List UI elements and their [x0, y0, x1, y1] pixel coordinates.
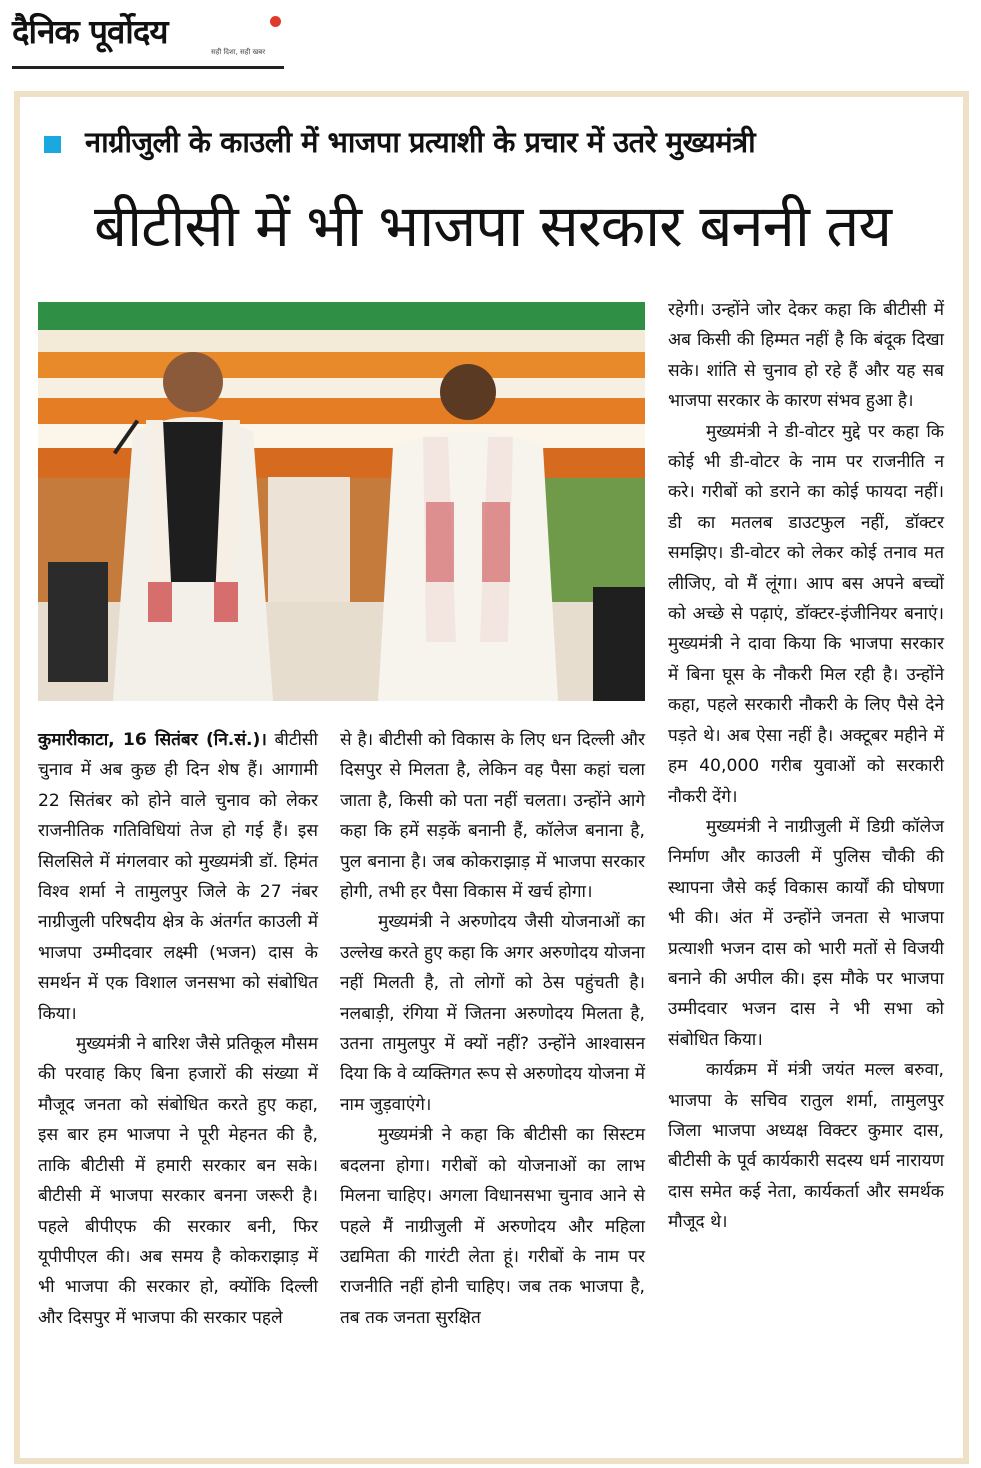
article-paragraph: से है। बीटीसी को विकास के लिए धन दिल्ली और दिसपुर से मिलता है, लेकिन वह पैसा कहां चला जाता है, किसी को पता नहीं चलता। उन्होंने आगे कहा कि हमें सड़कें बनानी हैं, कॉलेज बनाना है, पुल बनाना है। जब कोकराझाड़ में भाजपा सरकार होगी, तभी हर पैसा विकास में खर्च होगा।: [340, 730, 645, 903]
article-photo: [38, 302, 645, 701]
logo-dot-icon: [270, 16, 281, 27]
article-paragraph: रहेगी। उन्होंने जोर देकर कहा कि बीटीसी में अब किसी की हिम्मत नहीं है कि बंदूक दिखा सके। शांति से चुनाव हो रहे हैं और यह सब भाजपा सरकार के कारण संभव हुआ है।: [668, 300, 944, 412]
article-paragraph: मुख्यमंत्री ने डी-वोटर मुद्दे पर कहा कि कोई भी डी-वोटर के नाम पर राजनीति न करे। गरीबों को डराने का कोई फायदा नहीं। डी का मतलब डाउटफुल नहीं, डॉक्टर समझिए। डी-वोटर को लेकर कोई तनाव मत लीजिए, वो मैं लूंगा। आप बस अपने बच्चों को अच्छे से पढ़ाएं, डॉक्टर-इंजीनियर बनाएं। मुख्यमंत्री ने दावा किया कि भाजपा सरकार में बिना घूस के नौकरी मिल रही है। उन्होंने कहा, पहले सरकारी नौकरी के लिए पैसे देने पड़ते थे। अब ऐसा नहीं है। अक्टूबर महीने में हम 40,000 गरीब युवाओं को सरकारी नौकरी देंगे।: [668, 421, 944, 807]
article-column-3: [668, 295, 944, 1238]
masthead-rule: [12, 66, 284, 69]
article-paragraph: कार्यक्रम में मंत्री जयंत मल्ल बरुवा, भाजपा के सचिव रातुल शर्मा, तामुलपुर जिला भाजपा अध्यक्ष विक्टर कुमार दास, बीटीसी के पूर्व कार्यकारी सदस्य धर्म नारायण दास समेत कई नेता, कार्यकर्ता और समर्थक मौजूद थे।: [668, 1060, 944, 1233]
article-headline: बीटीसी में भी भाजपा सरकार बननी तय: [94, 192, 891, 260]
article-paragraph: मुख्यमंत्री ने अरुणोदय जैसी योजनाओं का उल्लेख करते हुए कहा कि अगर अरुणोदय योजना नहीं मिलती है, तो लोगों को ठेस पहुंचती है। नलबाड़ी, रंगिया में जितना अरुणोदय मिलता है, उतना तामुलपुर में क्यों नहीं? उन्होंने आश्वासन दिया कि वे व्यक्तिगत रूप से अरुणोदय योजना में नाम जुड़वाएंगे।: [340, 912, 645, 1115]
kicker-square-icon: [44, 136, 61, 153]
masthead: [12, 8, 284, 70]
article-column-2: [340, 725, 645, 1333]
rally-stage-illustration: [38, 302, 645, 701]
article-column-1: [38, 725, 318, 1333]
article-paragraph: मुख्यमंत्री ने बारिश जैसे प्रतिकूल मौसम की परवाह किए बिना हजारों की संख्या में मौजूद जनता को संबोधित करते हुए कहा, इस बार हम भाजपा ने पूरी मेहनत की है, ताकि बीटीसी में हमारी सरकार बन सके। बीटीसी में भाजपा सरकार बनना जरूरी है। पहले बीपीएफ की सरकार बनी, फिर यूपीपीएल की। अब समय है कोकराझाड़ में भी भाजपा की सरकार हो, क्योंकि दिल्ली और दिसपुर में भाजपा की सरकार पहले: [38, 1034, 318, 1328]
paragraph-text: बीटीसी चुनाव में अब कुछ ही दिन शेष हैं। आगामी 22 सितंबर को होने वाले चुनाव को लेकर राजनीतिक गतिविधियां तेज हो गई हैं। इस सिलसिले में मंगलवार को मुख्यमंत्री डॉ. हिमंत विश्व शर्मा ने तामुलपुर जिले के 27 नंबर नाग्रीजुली परिषदीय क्षेत्र के अंतर्गत काउली में भाजपा उम्मीदवार लक्ष्मी (भजन) दास के समर्थन में एक विशाल जनसभा को संबोधित किया।: [38, 730, 318, 1024]
article-kicker: [30, 118, 960, 166]
article-paragraph: [38, 725, 318, 1029]
article-paragraph: मुख्यमंत्री ने कहा कि बीटीसी का सिस्टम बदलना होगा। गरीबों को योजनाओं का लाभ मिलना चाहिए। अगला विधानसभा चुनाव आने से पहले मैं नाग्रीजुली में अरुणोदय और महिला उद्यमिता की गारंटी लेता हूं। गरीबों के नाम पर राजनीति नहीं होनी चाहिए। जब तक भाजपा है, तब तक जनता सुरक्षित: [340, 1125, 645, 1328]
newspaper-tagline: सही दिशा, सही खबर: [211, 48, 266, 56]
kicker-text: नाग्रीजुली के काउली में भाजपा प्रत्याशी के प्रचार में उतरे मुख्यमंत्री: [85, 125, 756, 159]
dateline: कुमारीकाटा, 16 सितंबर (नि.सं.)।: [38, 730, 267, 750]
article-paragraph: मुख्यमंत्री ने नाग्रीजुली में डिग्री कॉलेज निर्माण और काउली में पुलिस चौकी की स्थापना जैसे कई विकास कार्यों की घोषणा भी की। अंत में उन्होंने जनता से भाजपा प्रत्याशी भजन दास को भारी मतों से विजयी बनाने की अपील की। इस मौके पर भाजपा उम्मीदवार भजन दास ने भी सभा को संबोधित किया।: [668, 816, 944, 1050]
newspaper-logo: दैनिक पूर्वोदय: [12, 12, 168, 51]
